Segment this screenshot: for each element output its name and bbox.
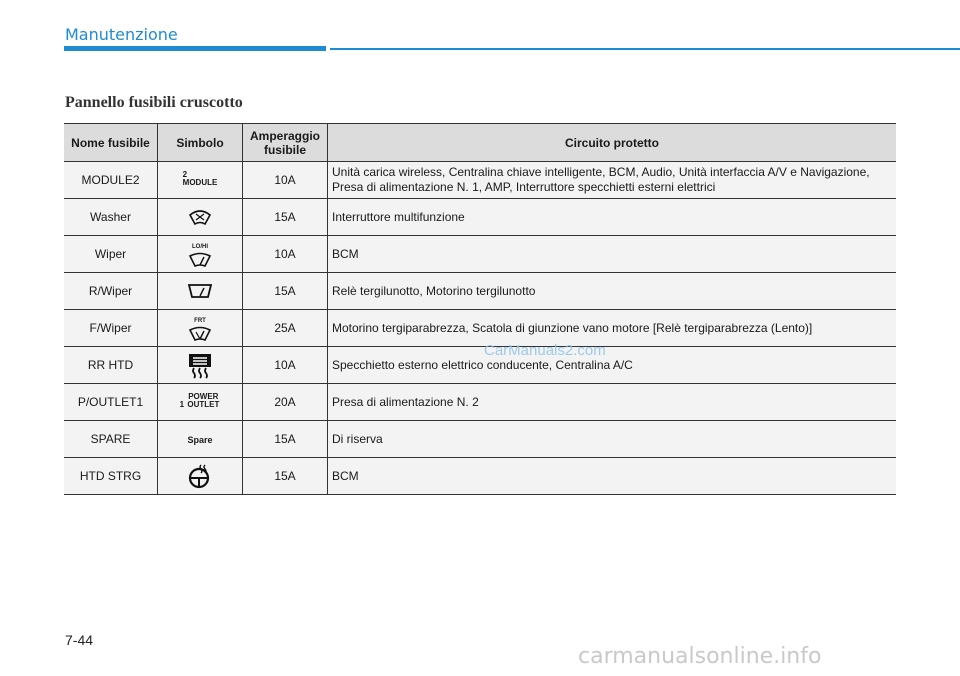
fuse-circuit: Di riserva (328, 421, 897, 458)
fuse-circuit: Relè tergilunotto, Motorino tergilunotto (328, 273, 897, 310)
fuse-symbol (158, 199, 243, 236)
fuse-name: SPARE (64, 421, 158, 458)
spare-symbol: Spare (187, 434, 213, 445)
washer-icon (187, 206, 213, 228)
symbol-text: POWER OUTLET (187, 392, 220, 409)
symbol-text: LO/HI (192, 243, 208, 250)
fuse-circuit: Motorino tergiparabrezza, Scatola di giunzione vano motore [Relè tergiparabrezza (Lento)] (328, 310, 897, 347)
fuse-symbol (158, 162, 243, 199)
symbol-text: MODULE (182, 178, 218, 187)
symbol-index: 1 (179, 400, 185, 409)
fuse-amperage: 15A (243, 273, 328, 310)
fuse-name: Wiper (64, 236, 158, 273)
fuse-name: P/OUTLET1 (64, 384, 158, 421)
fuse-symbol (158, 347, 243, 384)
page-number: 7-44 (65, 632, 94, 648)
column-header-circuit: Circuito protetto (328, 124, 897, 162)
symbol-index: 2 (182, 170, 188, 179)
fuse-circuit: Specchietto esterno elettrico conducente, Centralina A/C (328, 347, 897, 384)
fuse-name: HTD STRG (64, 458, 158, 495)
table-row (64, 199, 896, 236)
fuse-name: MODULE2 (64, 162, 158, 199)
table-row (64, 458, 896, 495)
wiper-glyph (188, 326, 212, 342)
column-header-name: Nome fusibile (64, 124, 158, 162)
rear-defroster-icon (185, 351, 215, 379)
table-row (64, 384, 896, 421)
table-row (64, 347, 896, 384)
fuse-amperage: 15A (243, 458, 328, 495)
fuse-name: RR HTD (64, 347, 158, 384)
table-row (64, 421, 896, 458)
fuse-symbol (158, 273, 243, 310)
watermark-text: CarManuals2.com (484, 342, 606, 359)
fuse-symbol (158, 458, 243, 495)
fuse-amperage: 10A (243, 236, 328, 273)
fuse-amperage: 25A (243, 310, 328, 347)
fuse-circuit: BCM (328, 236, 897, 273)
symbol-text: FRT (194, 317, 206, 324)
front-wiper-icon (188, 311, 212, 346)
fuse-amperage: 15A (243, 199, 328, 236)
table-row (64, 273, 896, 310)
column-header-amperage: Amperaggio fusibile (243, 124, 328, 162)
fuse-amperage: 20A (243, 384, 328, 421)
wiper-lo-hi-icon (188, 237, 212, 272)
fuse-name: Washer (64, 199, 158, 236)
fuse-circuit: Interruttore multifunzione (328, 199, 897, 236)
fuse-symbol (158, 384, 243, 421)
table-header-row (64, 124, 896, 162)
column-header-symbol: Simbolo (158, 124, 243, 162)
fuse-symbol (158, 236, 243, 273)
fuse-circuit: Unità carica wireless, Centralina chiave intelligente, BCM, Audio, Unità interfaccia A/V e Navigazione, Presa di alimentazione N. 1, AMP, Interruttore specchietti esterni elettrici (328, 162, 897, 199)
module-2-symbol (183, 171, 218, 187)
fuse-symbol (158, 421, 243, 458)
heated-steering-icon (187, 463, 213, 489)
rear-wiper-icon (186, 281, 214, 301)
fuse-name: F/Wiper (64, 310, 158, 347)
header-rule (330, 48, 960, 50)
header-accent-bar (64, 46, 326, 51)
table-row (64, 162, 896, 199)
table-row (64, 310, 896, 347)
fuse-amperage: 10A (243, 347, 328, 384)
fuse-circuit: Presa di alimentazione N. 2 (328, 384, 897, 421)
fuse-amperage: 15A (243, 421, 328, 458)
wiper-glyph (188, 252, 212, 268)
fuse-symbol (158, 310, 243, 347)
fuse-amperage: 10A (243, 162, 328, 199)
fuse-table (64, 123, 896, 495)
site-watermark: carmanualsonline.info (578, 644, 822, 669)
table-row (64, 236, 896, 273)
fuse-circuit: BCM (328, 458, 897, 495)
power-outlet-symbol (180, 393, 221, 409)
section-title: Manutenzione (65, 25, 178, 44)
fuse-name: R/Wiper (64, 273, 158, 310)
page-heading: Pannello fusibili cruscotto (65, 94, 243, 111)
